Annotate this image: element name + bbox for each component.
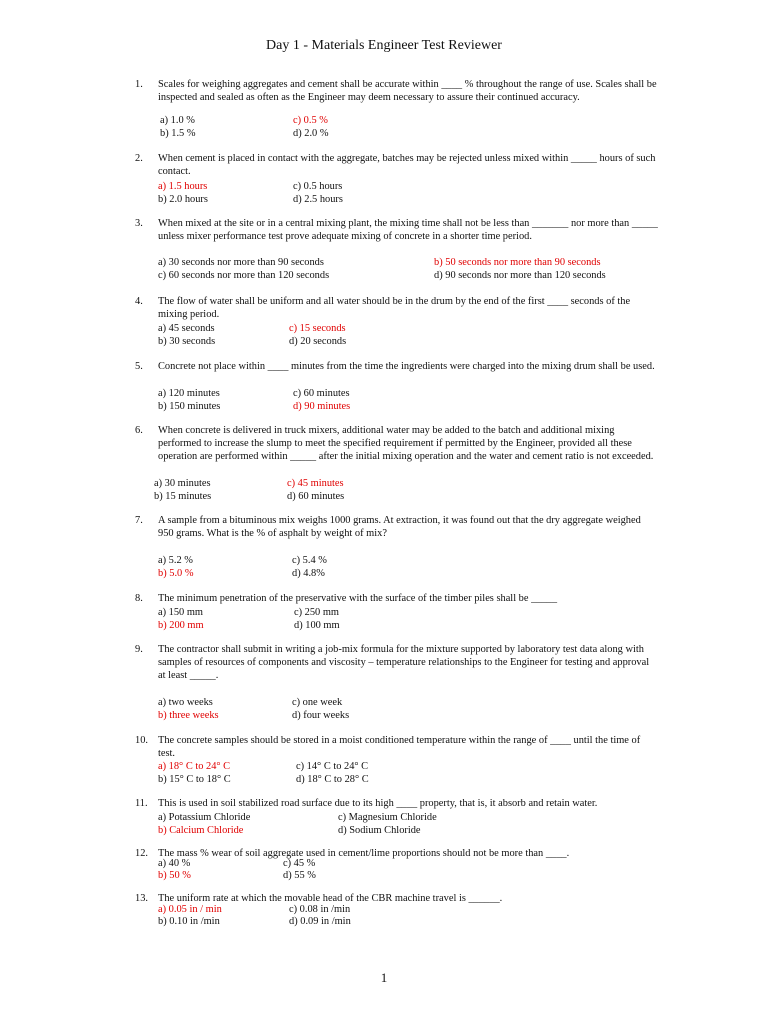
answer-option: d) 2.5 hours xyxy=(293,194,343,205)
question-text: The uniform rate at which the movable head of the CBR machine travel is ______. xyxy=(158,893,503,904)
answer-option: c) 60 minutes xyxy=(293,388,350,399)
answer-option-correct: b) three weeks xyxy=(158,710,219,721)
question-number: 2. xyxy=(135,153,143,164)
page-number: 1 xyxy=(380,970,388,985)
answer-option: d) 4.8% xyxy=(292,568,325,579)
answer-option: b) 15° C to 18° C xyxy=(158,774,231,785)
question-text: Scales for weighing aggregates and cement shall be accurate within ____ % throughout the range of use. Scales shall be inspected and sealed as often as the Engineer may deem necessary to assure their continued accuracy. xyxy=(158,79,657,104)
question-text: The contractor shall submit in writing a job-mix formula for the mixture supported by laboratory test data along with samples of resources of components and viscosity – temperature relationships to the Engineer for testing and approval at least _____. xyxy=(158,644,650,682)
answer-option-correct: b) 50 % xyxy=(158,870,191,881)
answer-option: c) 5.4 % xyxy=(292,555,327,566)
question-text: Concrete not place within ____ minutes from the time the ingredients were charged into the mixing drum shall be used. xyxy=(158,361,655,372)
question-number: 9. xyxy=(135,644,143,655)
answer-option: c) 0.08 in /min xyxy=(289,904,351,915)
question-number: 5. xyxy=(135,361,143,372)
answer-option: b) 2.0 hours xyxy=(158,194,208,205)
question-text: The minimum penetration of the preservative with the surface of the timber piles shall be _____ xyxy=(158,593,558,604)
answer-option: b) 30 seconds xyxy=(158,336,216,347)
answer-option: d) four weeks xyxy=(292,710,350,721)
question-number: 7. xyxy=(135,515,143,526)
answer-option: c) one week xyxy=(292,697,343,708)
answer-option: c) 14° C to 24° C xyxy=(296,761,369,772)
answer-option: c) 250 mm xyxy=(294,607,340,618)
answer-option-correct: c) 15 seconds xyxy=(289,323,346,334)
answer-option: b) 150 minutes xyxy=(158,401,221,412)
answer-option-correct: c) 45 minutes xyxy=(287,478,344,489)
answer-option: d) 18° C to 28° C xyxy=(296,774,369,785)
question-text: When cement is placed in contact with the aggregate, batches may be rejected unless mixed within _____ hours of such contact. xyxy=(158,153,656,178)
answer-option: d) 60 minutes xyxy=(287,491,345,502)
answer-option: b) 0.10 in /min xyxy=(158,916,220,927)
answer-option-correct: b) Calcium Chloride xyxy=(158,825,244,836)
answer-option: d) 100 mm xyxy=(294,620,340,631)
answer-option: a) 30 seconds nor more than 90 seconds xyxy=(158,257,324,268)
question-number: 1. xyxy=(135,79,143,90)
answer-option: a) Potassium Chloride xyxy=(158,812,251,823)
question-text: This is used in soil stabilized road surface due to its high ____ property, that is, it absorb and retain water. xyxy=(158,798,598,809)
answer-option: a) 120 minutes xyxy=(158,388,220,399)
question-number: 6. xyxy=(135,425,143,436)
answer-option-correct: b) 5.0 % xyxy=(158,568,194,579)
answer-option: d) 20 seconds xyxy=(289,336,347,347)
question-number: 4. xyxy=(135,296,143,307)
answer-option: a) 40 % xyxy=(158,858,191,869)
answer-option: d) 0.09 in /min xyxy=(289,916,351,927)
answer-option: d) Sodium Chloride xyxy=(338,825,421,836)
question-text: The concrete samples should be stored in a moist conditioned temperature within the range of ____ until the time of test. xyxy=(158,735,641,760)
answer-option: a) 150 mm xyxy=(158,607,204,618)
answer-option: d) 2.0 % xyxy=(293,128,329,139)
answer-option-correct: d) 90 minutes xyxy=(293,401,351,412)
question-text: A sample from a bituminous mix weighs 1000 grams. At extraction, it was found out that the dry aggregate weighed 950 grams. What is the % of asphalt by weight of mix? xyxy=(158,515,641,540)
answer-option-correct: a) 18° C to 24° C xyxy=(158,761,231,772)
question-number: 10. xyxy=(135,735,148,746)
question-text: The flow of water shall be uniform and all water should be in the drum by the end of the first ____ seconds of the mixing period. xyxy=(158,296,631,321)
answer-option-correct: c) 0.5 % xyxy=(293,115,328,126)
answer-option: a) two weeks xyxy=(158,697,213,708)
answer-option: d) 90 seconds nor more than 120 seconds xyxy=(434,270,606,281)
answer-option: a) 30 minutes xyxy=(154,478,211,489)
answer-option: b) 15 minutes xyxy=(154,491,212,502)
answer-option: a) 1.0 % xyxy=(160,115,195,126)
answer-option: a) 45 seconds xyxy=(158,323,215,334)
answer-option-correct: a) 1.5 hours xyxy=(158,181,208,192)
question-text: When mixed at the site or in a central mixing plant, the mixing time shall not be less than _______ nor more than _____ unless mixer performance test prove adequate mixing of concrete in a shorter time period. xyxy=(158,218,658,243)
question-text: When concrete is delivered in truck mixers, additional water may be added to the batch and additional mixing performed to increase the slump to meet the specified requirement if permitted by the Engineer, provided all these operation are performed within _____ after the initial mixing operation and the water and cement ratio is not exceeded. xyxy=(158,425,654,463)
answer-option: c) 45 % xyxy=(283,858,316,869)
question-number: 12. xyxy=(135,848,148,859)
question-number: 8. xyxy=(135,593,143,604)
question-number: 3. xyxy=(135,218,143,229)
answer-option-correct: b) 200 mm xyxy=(158,620,204,631)
page-title: Day 1 - Materials Engineer Test Reviewer xyxy=(266,38,502,53)
question-number: 11. xyxy=(135,798,148,809)
answer-option-correct: a) 0.05 in / min xyxy=(158,904,222,915)
answer-option: c) 0.5 hours xyxy=(293,181,343,192)
answer-option: c) 60 seconds nor more than 120 seconds xyxy=(158,270,330,281)
answer-option: b) 1.5 % xyxy=(160,128,196,139)
answer-option: a) 5.2 % xyxy=(158,555,193,566)
answer-option: c) Magnesium Chloride xyxy=(338,812,437,823)
question-number: 13. xyxy=(135,893,148,904)
answer-option: d) 55 % xyxy=(283,870,316,881)
question-text: The mass % wear of soil aggregate used in cement/lime proportions should not be more than ____. xyxy=(158,848,570,859)
answer-option-correct: b) 50 seconds nor more than 90 seconds xyxy=(434,257,601,268)
